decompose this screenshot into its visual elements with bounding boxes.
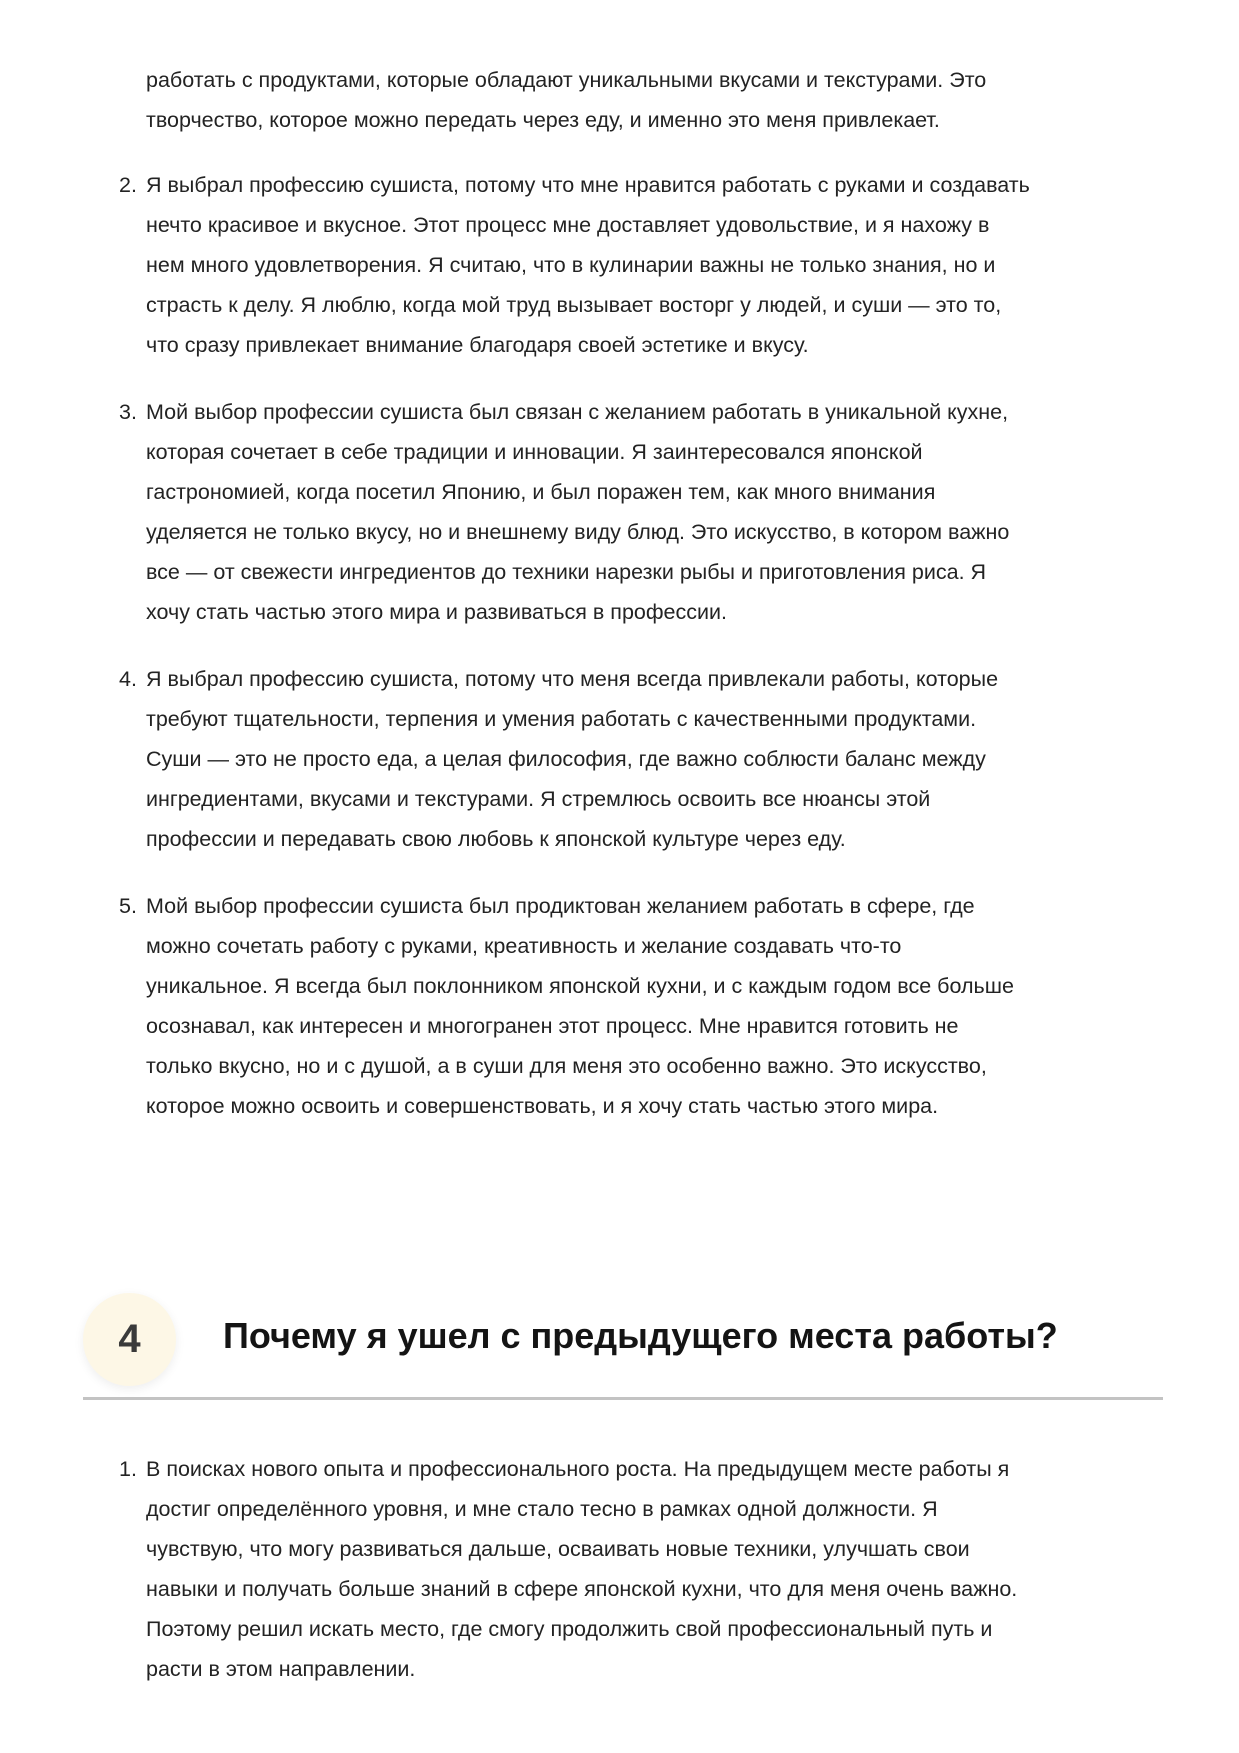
section-number-badge: 4 — [83, 1293, 176, 1386]
section-answers-list — [119, 1449, 1166, 1716]
text-line: Поэтому решил искать место, где смогу продолжить свой профессиональный путь и — [146, 1617, 993, 1641]
text-line: ингредиентами, вкусами и текстурами. Я стремлюсь освоить все нюансы этой — [146, 787, 931, 811]
text-line: достиг определённого уровня, и мне стало тесно в рамках одной должности. Я — [146, 1497, 938, 1521]
text-line: осознавал, как интересен и многогранен этот процесс. Мне нравится готовить не — [146, 1014, 959, 1038]
text-line: требуют тщательности, терпения и умения работать с качественными продуктами. — [146, 707, 977, 731]
answers-list-continuation — [146, 60, 1166, 167]
text-line: можно сочетать работу с руками, креативность и желание создавать что-то — [146, 934, 902, 958]
list-item — [119, 659, 1166, 859]
list-number: 1. — [119, 1457, 137, 1481]
list-item — [119, 165, 1166, 365]
text-line: что сразу привлекает внимание благодаря своей эстетике и вкусу. — [146, 333, 809, 357]
text-line: работать с продуктами, которые обладают уникальными вкусами и текстурами. Это — [146, 68, 987, 92]
list-number: 2. — [119, 173, 137, 197]
text-line: Мой выбор профессии сушиста был продиктован желанием работать в сфере, где — [146, 894, 975, 918]
section-divider — [83, 1397, 1163, 1400]
list-number: 3. — [119, 400, 137, 424]
text-line: нечто красивое и вкусное. Этот процесс мне доставляет удовольствие, и я нахожу в — [146, 213, 990, 237]
text-line: только вкусно, но и с душой, а в суши для меня это особенно важно. Это искусство, — [146, 1054, 987, 1078]
text-line: которое можно освоить и совершенствовать, и я хочу стать частью этого мира. — [146, 1094, 939, 1118]
text-line: все — от свежести ингредиентов до техники нарезки рыбы и приготовления риса. Я — [146, 560, 987, 584]
text-line: творчество, которое можно передать через еду, и именно это меня привлекает. — [146, 108, 940, 132]
text-line: которая сочетает в себе традиции и инновации. Я заинтересовался японской — [146, 440, 923, 464]
text-line: чувствую, что могу развиваться дальше, осваивать новые техники, улучшать свои — [146, 1537, 970, 1561]
text-line: В поисках нового опыта и профессионального роста. На предыдущем месте работы я — [146, 1457, 1010, 1481]
text-line: расти в этом направлении. — [146, 1657, 416, 1681]
list-number: 5. — [119, 894, 137, 918]
text-line: навыки и получать больше знаний в сфере японской кухни, что для меня очень важно. — [146, 1577, 1018, 1601]
text-line: уникальное. Я всегда был поклонником японской кухни, и с каждым годом все больше — [146, 974, 1014, 998]
list-item — [119, 392, 1166, 632]
text-line: нем много удовлетворения. Я считаю, что в кулинарии важны не только знания, но и — [146, 253, 996, 277]
text-line: хочу стать частью этого мира и развиваться в профессии. — [146, 600, 727, 624]
answers-list — [119, 165, 1166, 1153]
list-number: 4. — [119, 667, 137, 691]
list-item — [119, 1449, 1166, 1689]
text-line: Я выбрал профессию сушиста, потому что мне нравится работать с руками и создавать — [146, 173, 1030, 197]
list-item-continuation — [146, 60, 1166, 140]
section-title: Почему я ушел с предыдущего места работы? — [223, 1315, 1058, 1356]
text-line: гастрономией, когда посетил Японию, и был поражен тем, как много внимания — [146, 480, 936, 504]
text-line: страсть к делу. Я люблю, когда мой труд вызывает восторг у людей, и суши — это то, — [146, 293, 1002, 317]
text-line: Я выбрал профессию сушиста, потому что меня всегда привлекали работы, которые — [146, 667, 999, 691]
text-line: уделяется не только вкусу, но и внешнему виду блюд. Это искусство, в котором важно — [146, 520, 1010, 544]
text-line: Суши — это не просто еда, а целая философия, где важно соблюсти баланс между — [146, 747, 986, 771]
section-header — [83, 1293, 1163, 1401]
text-line: Мой выбор профессии сушиста был связан с желанием работать в уникальной кухне, — [146, 400, 1009, 424]
list-item — [119, 886, 1166, 1126]
text-line: профессии и передавать свою любовь к японской культуре через еду. — [146, 827, 846, 851]
